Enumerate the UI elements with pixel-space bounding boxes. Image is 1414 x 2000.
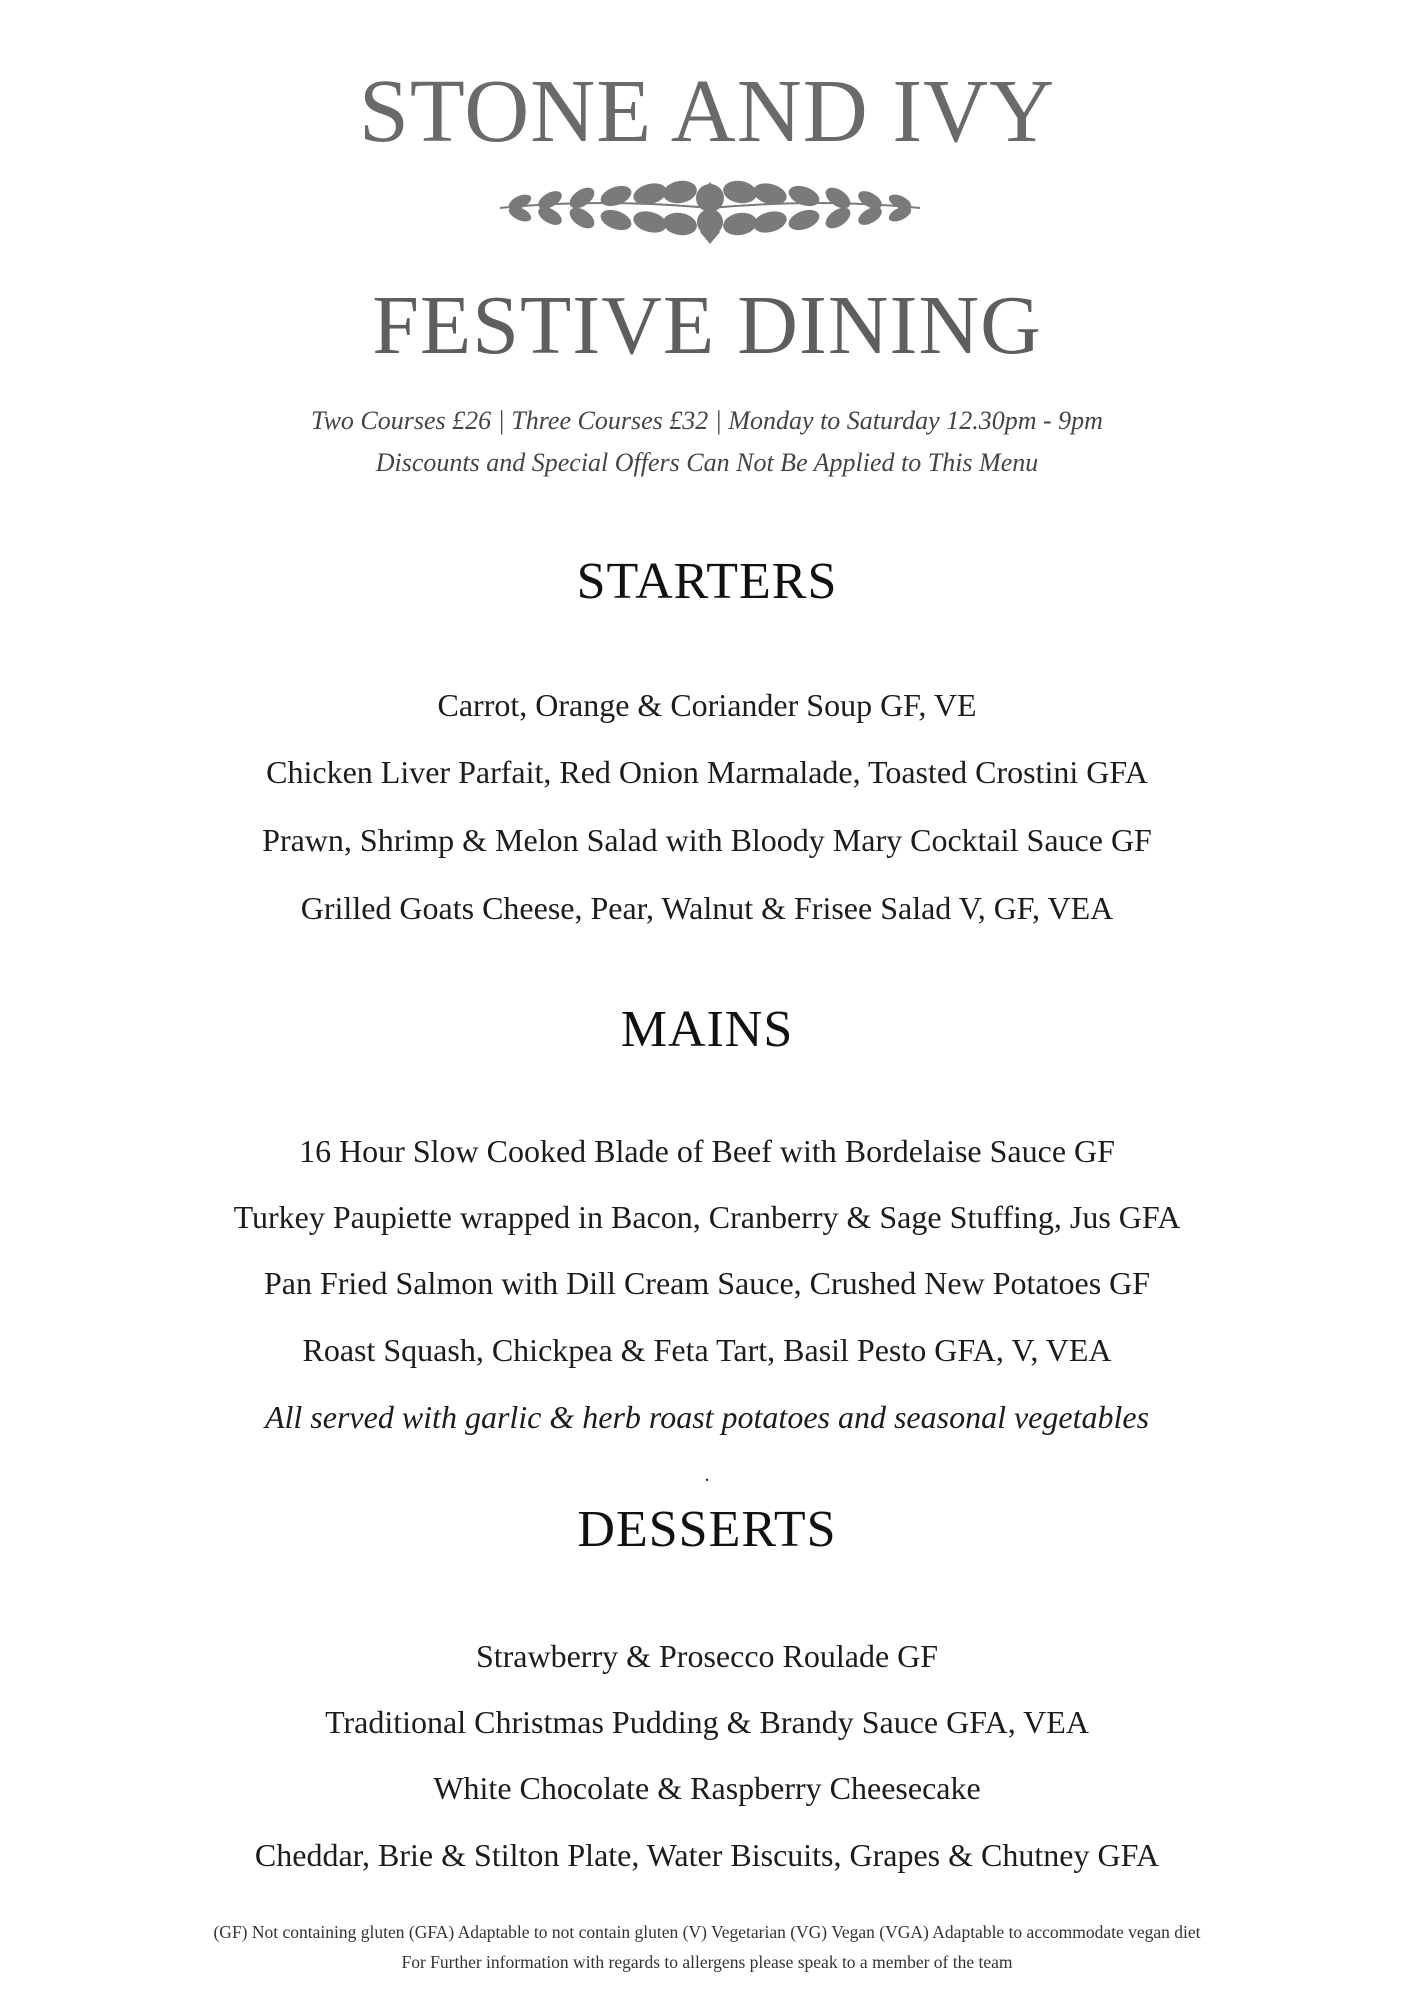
starters-heading: STARTERS <box>576 553 838 610</box>
dessert-item: Cheddar, Brie & Stilton Plate, Water Biscuits, Grapes & Chutney GFA <box>254 1837 1160 1873</box>
main-item: Roast Squash, Chickpea & Feta Tart, Basil Pesto GFA, V, VEA <box>302 1332 1112 1368</box>
ivy-garland-icon <box>490 168 930 248</box>
starter-item: Carrot, Orange & Coriander Soup GF, VE <box>437 687 977 723</box>
menu-title: FESTIVE DINING <box>372 279 1042 372</box>
main-item: Pan Fried Salmon with Dill Cream Sauce, Crushed New Potatoes GF <box>263 1265 1151 1301</box>
section-separator: . <box>704 1464 710 1486</box>
starter-item: Grilled Goats Cheese, Pear, Walnut & Frisee Salad V, GF, VEA <box>300 890 1114 926</box>
dietary-legend: (GF) Not containing gluten (GFA) Adaptable to not contain gluten (V) Vegetarian (VG) Vegan (VGA) Adaptable to accommodate vegan diet <box>213 1922 1201 1942</box>
main-item: Turkey Paupiette wrapped in Bacon, Cranberry & Sage Stuffing, Jus GFA <box>233 1199 1181 1235</box>
starter-item: Chicken Liver Parfait, Red Onion Marmalade, Toasted Crostini GFA <box>266 754 1148 790</box>
dessert-item: Strawberry & Prosecco Roulade GF <box>475 1638 939 1674</box>
starter-item: Prawn, Shrimp & Melon Salad with Bloody Mary Cocktail Sauce GF <box>262 822 1152 858</box>
dessert-item: White Chocolate & Raspberry Cheesecake <box>433 1770 981 1806</box>
mains-serving-note: All served with garlic & herb roast potatoes and seasonal vegetables <box>264 1399 1150 1435</box>
restaurant-name: STONE AND IVY <box>358 62 1056 161</box>
mains-heading: MAINS <box>620 1001 794 1058</box>
allergen-note: For Further information with regards to allergens please speak to a member of the team <box>401 1952 1013 1972</box>
discount-notice: Discounts and Special Offers Can Not Be Applied to This Menu <box>375 448 1039 477</box>
main-item: 16 Hour Slow Cooked Blade of Beef with Bordelaise Sauce GF <box>299 1133 1115 1169</box>
pricing-line: Two Courses £26 | Three Courses £32 | Monday to Saturday 12.30pm - 9pm <box>311 406 1103 435</box>
desserts-heading: DESSERTS <box>577 1501 837 1558</box>
dessert-item: Traditional Christmas Pudding & Brandy Sauce GFA, VEA <box>325 1704 1089 1740</box>
